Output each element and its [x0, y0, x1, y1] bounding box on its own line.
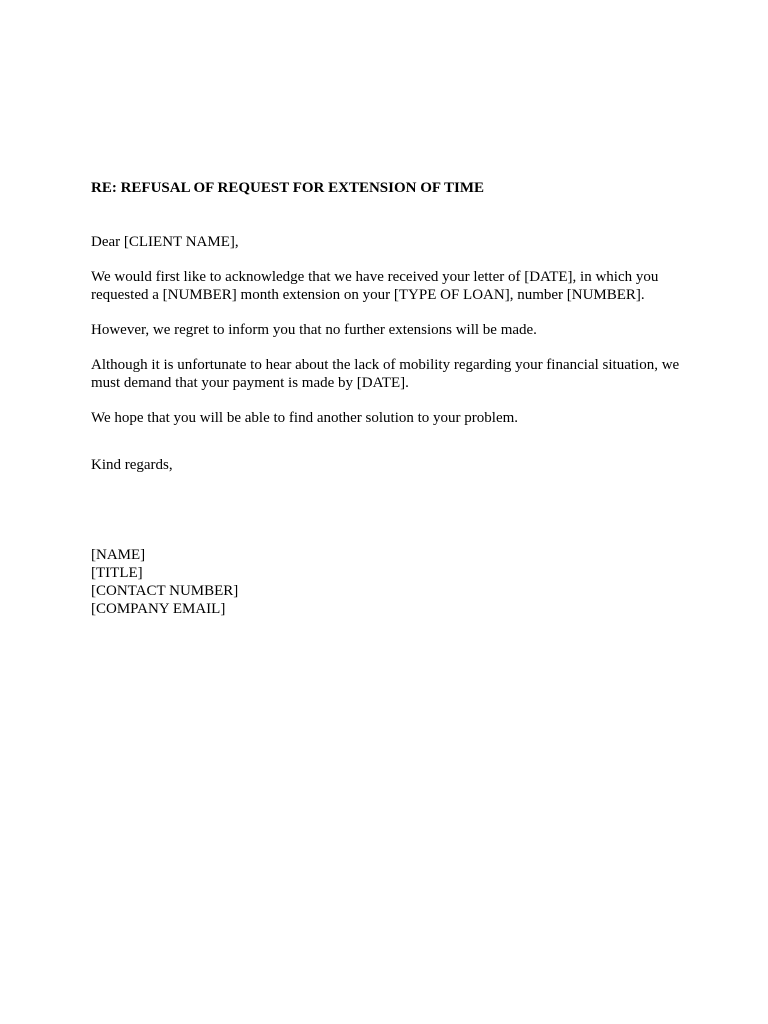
signature-contact-number: [CONTACT NUMBER] — [91, 583, 239, 599]
signature-name: [NAME] — [91, 547, 146, 563]
signature-title: [TITLE] — [91, 565, 143, 581]
letter-body — [91, 179, 691, 618]
letter-salutation: Dear [CLIENT NAME], — [91, 234, 239, 250]
letter-paragraph-payment-demand: Although it is unfortunate to hear about the lack of mobility regarding your financial situation, we must demand that your payment is made by [DATE]. — [91, 357, 680, 391]
letter-subject: RE: REFUSAL OF REQUEST FOR EXTENSION OF TIME — [91, 180, 484, 196]
signature-block — [91, 546, 691, 618]
letter-paragraph-acknowledgement: We would first like to acknowledge that we have received your letter of [DATE], in which you requested a [NUMBER] month extension on your [TYPE OF LOAN], number [NUMBER]. — [91, 269, 659, 303]
signature-company-email: [COMPANY EMAIL] — [91, 601, 226, 617]
letter-paragraph-closing-remark: We hope that you will be able to find another solution to your problem. — [91, 410, 519, 426]
letter-paragraph-refusal: However, we regret to inform you that no further extensions will be made. — [91, 322, 537, 338]
letter-closing: Kind regards, — [91, 457, 173, 473]
